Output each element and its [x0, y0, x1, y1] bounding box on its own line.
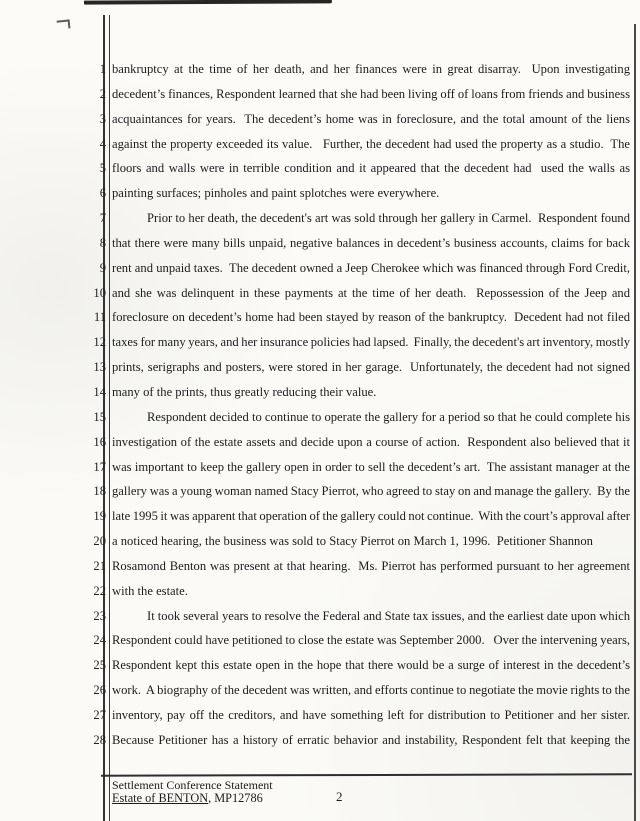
line-text: floors and walls were in terrible condition and it appeared that the decedent had used the walls as	[112, 161, 630, 176]
pleading-line	[99, 107, 630, 132]
line-number: 7	[99, 211, 106, 226]
line-number: 12	[93, 335, 106, 350]
pleading-line	[99, 132, 630, 157]
pleading-line	[99, 82, 630, 107]
line-number: 17	[93, 459, 106, 474]
pleading-body	[93, 57, 630, 753]
pleading-line	[93, 430, 630, 455]
line-number: 24	[93, 633, 106, 648]
footer-case-caption	[112, 791, 263, 806]
line-text: foreclosure on decedent’s home had been stayed by reason of the bankruptcy. Decedent had not filed	[112, 310, 630, 325]
line-number: 16	[93, 434, 106, 449]
line-text: late 1995 it was apparent that operation of the gallery could not continue. With the court’s approval after	[112, 509, 630, 524]
line-text: work. A biography of the decedent was written, and efforts continue to negotiate the movie rights to the	[112, 683, 630, 698]
line-number: 27	[93, 707, 106, 722]
pleading-line	[93, 703, 630, 728]
right-margin-rule	[634, 24, 636, 821]
line-number: 28	[93, 732, 106, 747]
line-number: 23	[93, 608, 106, 623]
line-text: inventory, pay off the creditors, and have something left for distribution to Petitioner and her sister.	[112, 707, 630, 722]
pleading-line	[93, 504, 630, 529]
line-text: a noticed hearing, the business was sold to Stacy Pierrot on March 1, 1996. Petitioner Shannon	[112, 534, 593, 549]
pleading-line	[99, 181, 630, 206]
line-number: 8	[99, 235, 106, 250]
line-text: Because Petitioner has a history of erratic behavior and instability, Respondent felt that keeping the	[112, 732, 630, 747]
line-number: 20	[93, 534, 106, 549]
pleading-line	[93, 529, 630, 554]
line-number: 19	[93, 509, 106, 524]
line-text: Respondent kept this estate open in the hope that there would be a surge of interest in the decedent’s	[112, 658, 630, 673]
pleading-line	[99, 256, 630, 281]
line-number: 13	[93, 360, 106, 375]
line-text: taxes for many years, and her insurance policies had lapsed. Finally, the decedent's art inventory, mostly	[112, 335, 630, 350]
line-text: acquaintances for years. The decedent’s home was in foreclosure, and the total amount of the liens	[112, 111, 630, 126]
handwritten-tick-mark	[57, 19, 71, 29]
pleading-line	[99, 57, 630, 82]
line-number: 11	[93, 310, 106, 325]
line-text: prints, serigraphs and posters, were stored in her garage. Unfortunately, the decedent had not signed	[112, 360, 630, 375]
line-number: 25	[93, 658, 106, 673]
line-number: 9	[99, 260, 106, 275]
footer-document-title: Settlement Conference Statement	[112, 778, 273, 792]
pleading-line	[93, 653, 630, 678]
line-number: 1	[99, 62, 106, 76]
line-text: bankruptcy at the time of her death, and her finances were in great disarray. Upon investigating	[112, 62, 630, 76]
line-text: Rosamond Benton was present at that hearing. Ms. Pierrot has performed pursuant to her agreement	[112, 558, 630, 573]
page-number: 2	[336, 789, 343, 804]
footer-case-name: Estate of BENTON	[112, 791, 209, 805]
line-text: rent and unpaid taxes. The decedent owned a Jeep Cherokee which was financed through Ford Credit,	[112, 260, 630, 275]
line-text: decedent’s finances, Respondent learned that she had been living off of loans from friends and business	[112, 86, 630, 101]
line-number: 18	[93, 484, 106, 499]
line-text: painting surfaces; pinholes and paint splotches were everywhere.	[112, 186, 440, 201]
line-number: 26	[93, 683, 106, 698]
pleading-line	[93, 405, 630, 430]
pleading-line	[93, 281, 630, 306]
pleading-line	[93, 728, 630, 753]
pleading-line	[93, 628, 630, 653]
pleading-line	[93, 479, 630, 504]
footer-case-number: , MP12786	[208, 791, 263, 805]
line-text: was important to keep the gallery open in order to sell the decedent’s art. The assistant manager at the	[112, 459, 630, 474]
line-text: with the estate.	[112, 583, 188, 598]
pleading-line	[93, 604, 630, 629]
line-text: It took several years to resolve the Federal and State tax issues, and the earliest date upon which	[147, 608, 630, 623]
pleading-line	[93, 455, 630, 480]
line-text: many of the prints, thus greatly reducing their value.	[112, 384, 377, 399]
line-number: 6	[99, 186, 106, 201]
pleading-line	[93, 330, 630, 355]
line-number: 4	[99, 136, 106, 151]
line-number: 21	[93, 558, 106, 573]
pleading-line	[93, 678, 630, 703]
line-text: investigation of the estate assets and decide upon a course of action. Respondent also believed that it	[112, 434, 630, 449]
pleading-line	[99, 231, 630, 256]
line-text: against the property exceeded its value. Further, the decedent had used the property as a studio. The	[112, 136, 630, 151]
line-text: that there were many bills unpaid, negative balances in decedent’s business accounts, claims for back	[112, 235, 630, 250]
line-text: gallery was a young woman named Stacy Pierrot, who agreed to stay on and manage the gallery. By the	[112, 484, 630, 499]
line-number: 2	[99, 86, 106, 101]
pleading-line	[93, 355, 630, 380]
line-text: Prior to her death, the decedent's art was sold through her gallery in Carmel. Respondent found	[147, 211, 630, 226]
line-number: 14	[93, 384, 106, 399]
line-text: Respondent decided to continue to operate the gallery for a period so that he could complete his	[147, 409, 630, 424]
pleading-line	[93, 579, 630, 604]
pleading-line	[93, 554, 630, 579]
pleading-line	[99, 206, 630, 231]
line-number: 22	[93, 583, 106, 598]
pleading-line	[99, 156, 630, 181]
line-number: 15	[93, 409, 106, 424]
line-number: 5	[99, 161, 106, 176]
pleading-line	[93, 380, 630, 405]
pleading-line	[93, 305, 630, 330]
scan-artifact-top-edge	[84, 0, 332, 5]
line-text: Respondent could have petitioned to close the estate was September 2000. Over the intervening years,	[112, 633, 630, 648]
line-number: 3	[99, 111, 106, 126]
footer-divider-rule	[101, 773, 632, 776]
line-number: 10	[93, 285, 106, 300]
line-text: and she was delinquent in these payments at the time of her death. Repossession of the Jeep and	[112, 285, 630, 300]
